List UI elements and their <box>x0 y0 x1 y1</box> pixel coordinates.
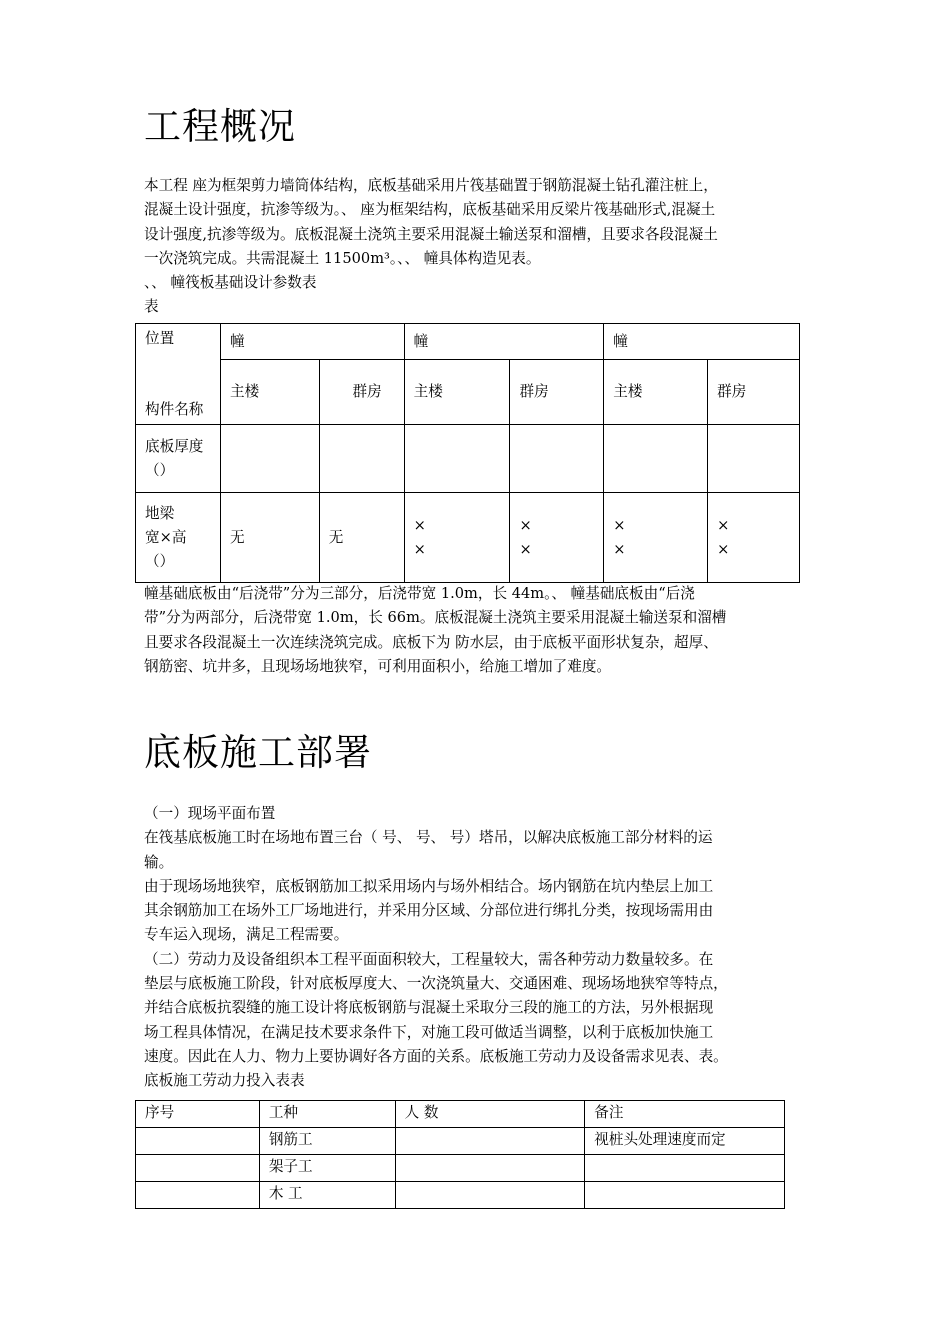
text-line: （二）劳动力及设备组织本工程平面面积较大，工程量较大，需各种劳动力数量较多。在 <box>144 950 714 968</box>
row-label-line: （） <box>145 552 175 570</box>
subheader-annex: 群房 <box>708 360 800 425</box>
text-line: 速度。因此在人力、物力上要协调好各方面的关系。底板施工劳动力及设备需求见表、表。 <box>144 1047 728 1065</box>
table-cell <box>404 425 510 493</box>
row-label-line: 底板厚度 <box>145 437 204 455</box>
section-title-deployment: 底板施工部署 <box>144 731 372 774</box>
cell-line: × <box>413 516 426 534</box>
building-header: 幢 <box>604 324 800 360</box>
position-component-header <box>136 324 221 425</box>
table-cell: 钢筋工 <box>259 1128 395 1155</box>
table-row <box>136 1155 785 1182</box>
text-line: 钢筋密、坑井多，且现场场地狭窄，可利用面积小，给施工增加了难度。 <box>144 657 612 675</box>
overview-paragraph <box>144 174 808 320</box>
header-cell: 序号 <box>136 1101 260 1128</box>
subheader-main: 主楼 <box>220 360 319 425</box>
text-line: 输。 <box>144 853 174 871</box>
text-line: 其余钢筋加工在场外工厂场地进行，并采用分区域、分部位进行绑扎分类，按现场需用由 <box>144 902 714 920</box>
text-line: 垫层与底板施工阶段，针对底板厚度大、一次浇筑量大、交通困难、现场场地狭窄等特点， <box>144 975 728 993</box>
table-cell <box>604 425 708 493</box>
table-cell <box>604 493 708 583</box>
table-cell <box>404 493 510 583</box>
subheader-annex: 群房 <box>319 360 404 425</box>
building-header: 幢 <box>220 324 404 360</box>
text-line: 专车运入现场，满足工程需要。 <box>144 926 349 944</box>
cell-line: × <box>413 540 426 558</box>
subheader-main: 主楼 <box>404 360 510 425</box>
text-line: 幢基础底板由“后浇带”分为三部分，后浇带宽 1.0m，长 44m。、 幢基础底板由“后浇 <box>144 585 695 602</box>
subheader-main: 主楼 <box>604 360 708 425</box>
table-cell <box>510 425 604 493</box>
header-cell: 工种 <box>259 1101 395 1128</box>
table-caption: 底板施工劳动力投入表表 <box>144 1072 305 1090</box>
table-cell <box>395 1182 585 1209</box>
building-header: 幢 <box>404 324 604 360</box>
table-cell <box>708 425 800 493</box>
row-label-ground-beam <box>136 493 221 583</box>
component-label: 构件名称 <box>145 401 204 418</box>
table-cell <box>395 1128 585 1155</box>
table-cell: 木 工 <box>259 1182 395 1209</box>
cell-line: × <box>613 516 626 534</box>
table-number: 表 <box>144 298 159 316</box>
cell-line: × <box>717 540 730 558</box>
position-label: 位置 <box>145 330 175 347</box>
row-label-line: 地梁 <box>145 504 175 522</box>
text-line: 在筏基底板施工时在场地布置三台（ 号、 号、 号）塔吊，以解决底板施工部分材料的运 <box>144 829 713 847</box>
text-line: 场工程具体情况，在满足技术要求条件下，对施工段可做适当调整，以利于底板加快施工 <box>144 1023 714 1041</box>
table-row <box>136 1128 785 1155</box>
cell-line: × <box>717 516 730 534</box>
text-line: 且要求各段混凝土一次连续浇筑完成。底板下为 防水层，由于底板平面形状复杂，超厚、 <box>144 633 718 651</box>
table-cell <box>395 1155 585 1182</box>
table-cell <box>136 1155 260 1182</box>
subheader-annex: 群房 <box>510 360 604 425</box>
cell-line: × <box>519 540 532 558</box>
text-line: 带”分为两部分，后浇带宽 1.0m，长 66m。底板混凝土浇筑主要采用混凝土输送泵和溜槽 <box>144 609 727 627</box>
row-label-line: 宽×高 <box>145 528 187 546</box>
text-line: 由于现场场地狭窄，底板钢筋加工拟采用场内与场外相结合。场内钢筋在坑内垫层上加工 <box>144 877 714 895</box>
text-line: 一次浇筑完成。共需混凝土 11500m³。、、 幢具体构造见表。 <box>144 249 541 267</box>
table-cell <box>136 1128 260 1155</box>
row-label-slab-thickness <box>136 425 221 493</box>
deployment-paragraph <box>144 802 808 1094</box>
table-cell <box>220 425 319 493</box>
table-cell: 无 <box>220 493 319 583</box>
text-line: 本工程 座为框架剪力墙筒体结构，底板基础采用片筏基础置于钢筋混凝土钻孔灌注桩上， <box>144 177 718 194</box>
row-label-line: （） <box>145 461 175 479</box>
text-line: （一）现场平面布置 <box>144 805 276 822</box>
header-cell: 人 数 <box>395 1101 585 1128</box>
post-pour-paragraph <box>144 582 808 679</box>
table-cell <box>708 493 800 583</box>
text-line: 并结合底板抗裂缝的施工设计将底板钢筋与混凝土采取分三段的施工的方法，另外根据现 <box>144 999 714 1017</box>
table-caption: 、、 幢筏板基础设计参数表 <box>144 274 317 292</box>
table-cell <box>510 493 604 583</box>
table-cell: 架子工 <box>259 1155 395 1182</box>
table-cell: 视桩头处理速度而定 <box>585 1128 785 1155</box>
cell-line: × <box>519 516 532 534</box>
table-cell <box>585 1155 785 1182</box>
foundation-parameter-table <box>135 323 800 583</box>
table-row <box>136 1182 785 1209</box>
section-title-overview: 工程概况 <box>144 105 296 148</box>
table-cell <box>136 1182 260 1209</box>
labor-input-table <box>135 1100 785 1209</box>
header-cell: 备注 <box>585 1101 785 1128</box>
table-cell <box>585 1182 785 1209</box>
text-line: 设计强度,抗渗等级为。底板混凝土浇筑主要采用混凝土输送泵和溜槽，且要求各段混凝土 <box>144 225 718 243</box>
table-cell: 无 <box>319 493 404 583</box>
cell-line: × <box>613 540 626 558</box>
table-cell <box>319 425 404 493</box>
text-line: 混凝土设计强度，抗渗等级为。、 座为框架结构，底板基础采用反梁片筏基础形式,混凝土 <box>144 201 716 219</box>
